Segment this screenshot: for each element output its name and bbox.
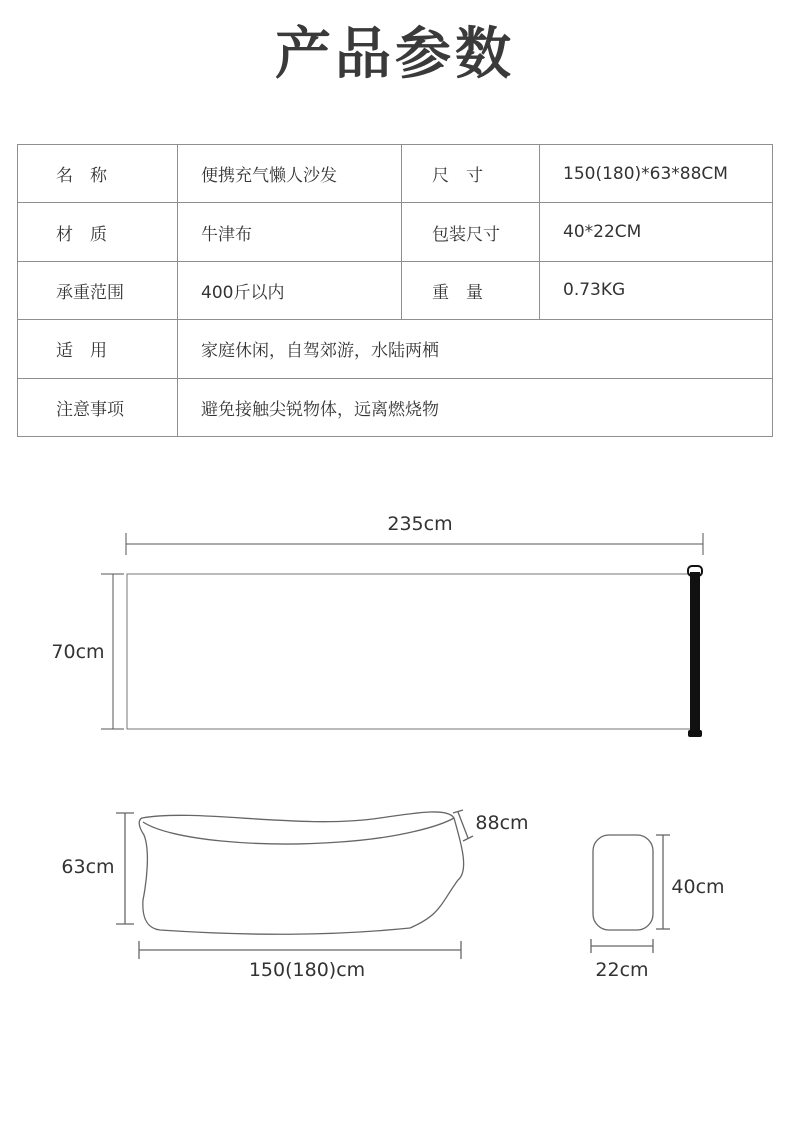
spec-value-size: 150(180)*63*88CM bbox=[540, 145, 773, 203]
closure-end-icon bbox=[688, 730, 702, 737]
spec-value-weight: 0.73KG bbox=[540, 261, 773, 319]
spec-label-size: 尺 寸 bbox=[402, 145, 540, 203]
sofa-depth-dimension-line bbox=[458, 812, 468, 838]
spec-value-load: 400斤以内 bbox=[178, 261, 402, 319]
flat-width-label: 70cm bbox=[51, 641, 105, 663]
sofa-length-label: 150(180)cm bbox=[248, 959, 366, 981]
closure-bar bbox=[690, 572, 700, 736]
spec-label-usage: 适 用 bbox=[18, 320, 178, 378]
spec-label-package-size: 包装尺寸 bbox=[402, 203, 540, 261]
sofa-view bbox=[116, 810, 473, 959]
spec-label-weight: 重 量 bbox=[402, 261, 540, 319]
inflated-sofa-outline bbox=[139, 812, 463, 934]
spec-value-name: 便携充气懒人沙发 bbox=[178, 145, 402, 203]
sofa-seam bbox=[143, 818, 454, 844]
spec-label-notes: 注意事项 bbox=[18, 378, 178, 436]
sofa-height-label: 63cm bbox=[61, 856, 115, 878]
spec-label-material: 材 质 bbox=[18, 203, 178, 261]
package-view bbox=[591, 835, 670, 953]
spec-label-name: 名 称 bbox=[18, 145, 178, 203]
page-title: 产品参数 bbox=[275, 22, 515, 87]
spec-value-material: 牛津布 bbox=[178, 203, 402, 261]
package-bag-outline bbox=[593, 835, 653, 930]
flat-view bbox=[101, 533, 703, 729]
pack-height-label: 40cm bbox=[671, 876, 725, 898]
pack-width-label: 22cm bbox=[595, 959, 649, 981]
flat-length-label: 235cm bbox=[387, 513, 453, 535]
roll-closure bbox=[688, 566, 702, 737]
sofa-depth-label: 88cm bbox=[475, 812, 529, 834]
spec-value-package-size: 40*22CM bbox=[540, 203, 773, 261]
spec-value-usage: 家庭休闲，自驾郊游，水陆两栖 bbox=[178, 320, 773, 378]
spec-value-notes: 避免接触尖锐物体，远离燃烧物 bbox=[178, 378, 773, 436]
flat-sofa-outline bbox=[127, 574, 694, 729]
spec-label-load: 承重范围 bbox=[18, 261, 178, 319]
